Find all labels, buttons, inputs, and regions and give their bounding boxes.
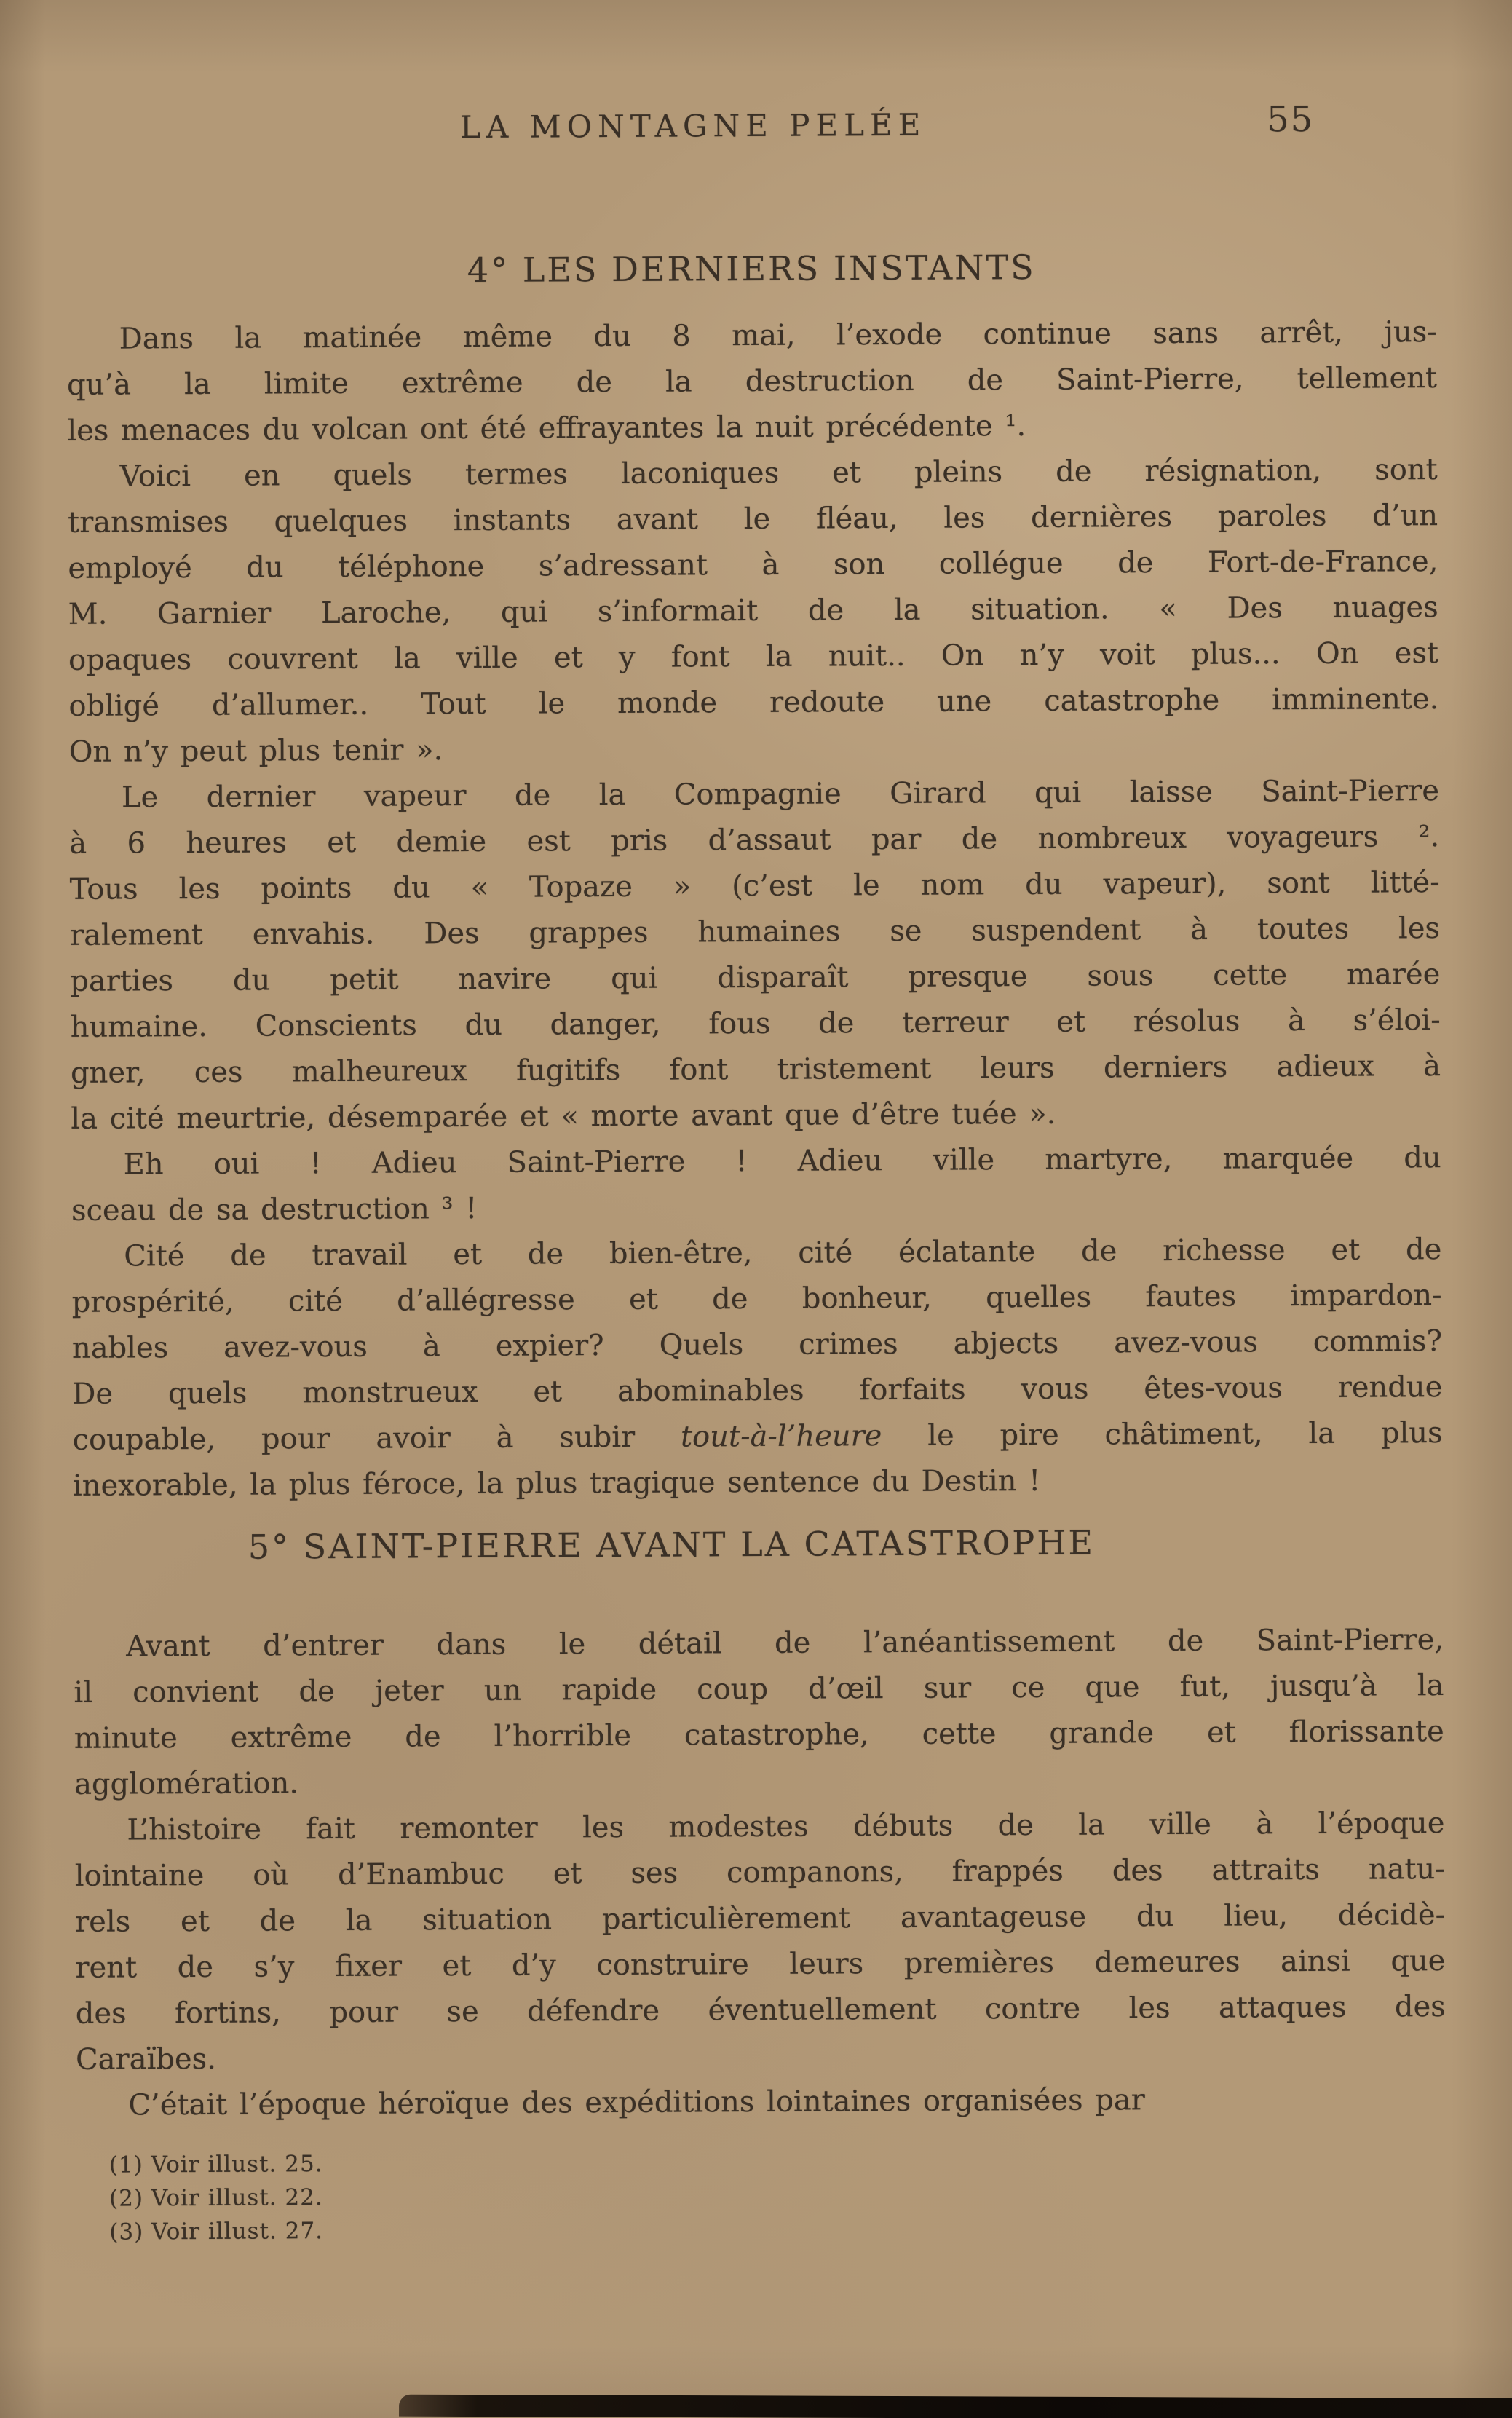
footnote-2: (2) Voir illust. 22.: [109, 2184, 323, 2212]
text-line: humaine. Conscients du danger, fous de terreur et résolus à s’éloi-: [70, 1003, 1441, 1044]
running-header: [38, 105, 1348, 147]
paragraph: [71, 1135, 1442, 1234]
text-line: C’était l’époque héroïque des expéditions lointaines organisées par: [128, 2083, 1145, 2122]
page-number: 55: [1267, 98, 1315, 141]
text-line: Cité de travail et de bien-être, cité éclatante de richesse et de: [124, 1233, 1442, 1273]
paragraph: [74, 1801, 1446, 2083]
paragraph: [68, 447, 1439, 775]
text-line: qu’à la limite extrême de la destruction de Saint-Pierre, tellement: [66, 361, 1438, 402]
text-segment: le pire châtiment, la plus: [882, 1416, 1443, 1453]
text-line: On n’y peut plus tenir ».: [68, 733, 443, 769]
text-line: des fortins, pour se défendre éventuellement contre les attaques des: [75, 1990, 1446, 2031]
text-line: employé du téléphone s’adressant à son collégue de Fort-de-France,: [68, 545, 1438, 585]
text-line: Eh oui ! Adieu Saint-Pierre ! Adieu ville martyre, marquée du: [123, 1141, 1441, 1182]
paragraph: [67, 309, 1438, 454]
text-line: opaques couvrent la ville et y font la nuit.. On n’y voit plus... On est: [68, 636, 1439, 677]
text-line: ralement envahis. Des grappes humaines se suspendent à toutes les: [69, 912, 1441, 952]
paragraph: [69, 768, 1441, 1142]
footnotes: [109, 2147, 323, 2249]
italic-text: tout-à-l’heure: [680, 1419, 882, 1454]
text-line: la cité meurtrie, désemparée et « morte avant que d’être tuée ».: [71, 1097, 1056, 1136]
section-5-text: [74, 1617, 1446, 2129]
section-4-text: [67, 309, 1444, 1509]
paragraph: [71, 1227, 1443, 1509]
text-line: Dans la matinée même du 8 mai, l’exode continue sans arrêt, jus-: [119, 315, 1437, 356]
section-heading-5: 5° SAINT-PIERRE AVANT LA CATASTROPHE: [248, 1522, 1096, 1567]
paragraph: [76, 2076, 1446, 2129]
text-line: Tous les points du « Topaze » (c’est le nom du vapeur), sont litté-: [69, 866, 1440, 906]
text-line: agglomération.: [74, 1766, 299, 1801]
text-line: rent de s’y fixer et d’y construire leurs premières demeures ainsi que: [75, 1944, 1446, 1985]
text-line: Caraïbes.: [75, 2042, 216, 2077]
text-line: inexorable, la plus féroce, la plus tragique sentence du Destin !: [72, 1463, 1041, 1503]
page-header-title: LA MONTAGNE PELÉE: [459, 106, 927, 146]
text-line: M. Garnier Laroche, qui s’informait de la situation. « Des nuages: [68, 590, 1438, 631]
text-line: L’histoire fait remonter les modestes débuts de la ville à l’époque: [127, 1806, 1445, 1847]
text-line: Voici en quels termes laconiques et pleins de résignation, sont: [119, 453, 1438, 494]
text-line: Avant d’entrer dans le détail de l’anéantissement de Saint-Pierre,: [126, 1623, 1444, 1664]
text-line: à 6 heures et demie est pris d’assaut par de nombreux voyageurs ².: [69, 820, 1440, 861]
text-line: transmises quelques instants avant le fléau, les dernières paroles d’un: [67, 499, 1438, 540]
footnote-3: (3) Voir illust. 27.: [109, 2218, 324, 2245]
paragraph: [74, 1617, 1444, 1808]
text-line: rels et de la situation particulièrement avantageuse du lieu, décidè-: [74, 1898, 1446, 1939]
text-line: nables avez-vous à expier? Quels crimes abjects avez-vous commis?: [71, 1324, 1443, 1365]
text-segment: coupable, pour avoir à subir: [72, 1420, 681, 1457]
text-line: lointaine où d’Enambuc et ses companons, frappés des attraits natu-: [74, 1852, 1445, 1893]
text-line: gner, ces malheureux fugitifs font tristement leurs derniers adieux à: [70, 1049, 1441, 1090]
text-line: les menaces du volcan ont été effrayantes la nuit précédente ¹.: [67, 409, 1026, 448]
text-line: il convient de jeter un rapide coup d’œil sur ce que fut, jusqu’à la: [74, 1669, 1444, 1710]
text-line: Le dernier vapeur de la Compagnie Girard qui laisse Saint-Pierre: [121, 774, 1440, 815]
text-line: parties du petit navire qui disparaît presque sous cette marée: [70, 957, 1441, 998]
text-line: [72, 1410, 1442, 1463]
text-line: prospérité, cité d’allégresse et de bonheur, quelles fautes impardon-: [71, 1279, 1442, 1319]
scan-edge-artifact: [399, 2395, 1512, 2418]
text-line: De quels monstrueux et abominables forfaits vous êtes-vous rendue: [72, 1370, 1443, 1411]
footnote-1: (1) Voir illust. 25.: [108, 2151, 323, 2178]
text-line: minute extrême de l’horrible catastrophe, cette grande et florissante: [74, 1715, 1444, 1755]
section-heading-4: 4° LES DERNIERS INSTANTS: [467, 247, 1036, 291]
text-line: sceau de sa destruction ³ !: [71, 1192, 478, 1228]
text-line: obligé d’allumer.. Tout le monde redoute une catastrophe imminente.: [68, 682, 1439, 723]
